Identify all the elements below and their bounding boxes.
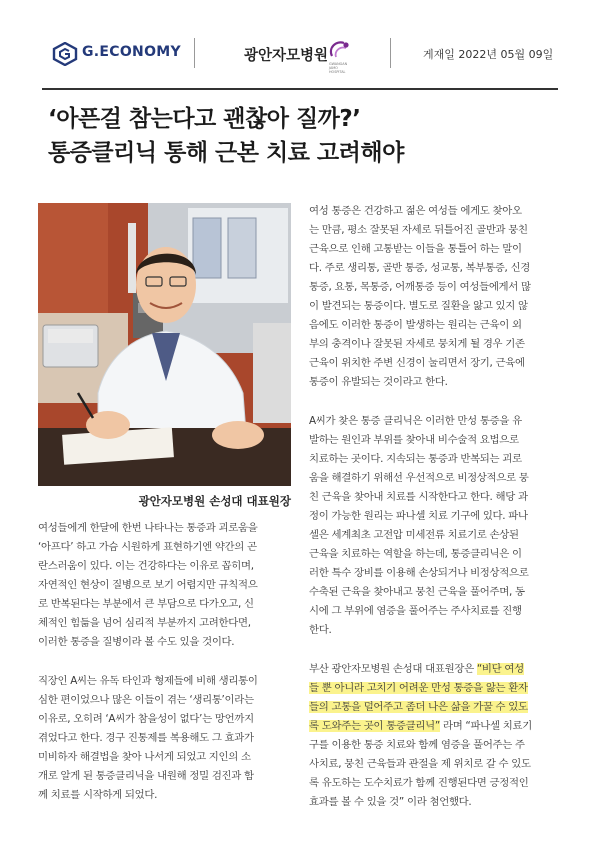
text-line: 직장인 A씨는 유독 타인과 형제들에 비해 생리통이 [38, 675, 258, 687]
text-line [309, 698, 561, 717]
paragraph-gap [38, 652, 291, 672]
highlighted-quote: 록 도와주는 곳이 통증클리닉” [309, 720, 440, 732]
text-line: 근육으로 인해 고통받는 이들을 통틀어 하는 말이 [309, 243, 522, 255]
text-line: 이 발견되는 통증이다. 별도로 질환을 앓고 있지 않 [309, 300, 528, 312]
geconomy-logo-icon [52, 42, 78, 66]
text-line: 통증, 요통, 목통증, 어깨통증 등이 여성들에게서 많 [309, 281, 531, 293]
text-line: 란스러움이 있다. 이는 건강하다는 이유로 꼽히며, [38, 560, 254, 572]
photo-caption: 광안자모병원 손성대 대표원장 [138, 494, 291, 508]
publish-date: 게재일 2022년 05월 09일 [423, 48, 554, 61]
paragraph-gap [309, 640, 561, 660]
text-line: 발하는 원인과 부위를 찾아내 비수술적 요법으로 [309, 434, 519, 446]
paragraph-gap [309, 392, 561, 412]
header-rule [42, 88, 558, 90]
hospital-logo-icon [326, 38, 352, 62]
text-line: 통증이 유발되는 것이라고 한다. [309, 376, 448, 388]
text-line: 자연적인 현상이 질병으로 보기 어렵지만 규칙적으 [38, 579, 258, 591]
publisher-logo-text: G.ECONOMY [82, 44, 181, 60]
doctor-portrait-illustration [38, 203, 291, 486]
text-line: 치료하는 곳이다. 지속되는 통증과 반복되는 괴로 [309, 453, 522, 465]
text-line: 근육을 치료하는 역할을 하는데, 통증클리닉은 이 [309, 548, 522, 560]
text-line: 는 만큼, 평소 잘못된 자세로 뒤틀어진 골반과 뭉친 [309, 224, 528, 236]
hospital-logo-subtext: GWANGAN JAMO HOSPITAL [329, 62, 348, 74]
text-line: 미비하자 해결법을 찾아 나서게 되었고 지인의 소 [38, 751, 251, 763]
text-line: 다. 주로 생리통, 골반 통증, 성교통, 복부통증, 신경 [309, 262, 531, 274]
header-divider [390, 38, 391, 68]
text-line: 께 치료를 시작하게 되었다. [38, 789, 158, 801]
text-line [309, 660, 561, 679]
paragraph [309, 202, 561, 392]
quote-paragraph [309, 660, 561, 812]
text-line: 구를 이용한 통증 치료와 함께 염증을 풀어주는 주 [309, 739, 525, 751]
text-line: 정이 가능한 원리는 파나셀 치료 기구에 있다. 파나 [309, 510, 528, 522]
text-line: 시에 그 부위에 염증을 풀어주는 주사치료를 진행 [309, 605, 522, 617]
text-line: 이유로, 오히려 ‘A씨가 참을성이 없다’는 망언까지 [38, 713, 254, 725]
text-line [309, 679, 561, 698]
text-line: 여성들에게 한달에 한번 나타나는 통증과 괴로움을 [38, 522, 258, 534]
quote-tail: 라며 “파나셀 치료기 [439, 720, 532, 732]
text-line: 이러한 통증을 질병이라 볼 수도 있을 것이다. [38, 636, 235, 648]
text-line: 움을 해결하기 위해선 우선적으로 비정상적으로 뭉 [309, 472, 529, 484]
text-line: ‘아프다’ 하고 가슴 시원하게 표현하기엔 약간의 곤 [38, 541, 257, 553]
headline-line-1: ‘아픈걸 참는다고 괜찮아 질까?’ [48, 106, 361, 132]
text-line [309, 717, 561, 736]
text-line: 음에도 이러한 통증이 발생하는 원리는 근육이 외 [309, 319, 522, 331]
text-line: 친 근육을 찾아내 치료를 시작한다고 한다. 해당 과 [309, 491, 528, 503]
text-line: 여성 통증은 건강하고 젊은 여성들 에게도 찾아오 [309, 205, 522, 217]
text-line: 수축된 근육을 찾아내고 뭉친 근육을 풀어주며, 동 [309, 586, 525, 598]
paragraph [38, 519, 291, 652]
quote-intro: 부산 광안자모병원 손성대 대표원장은 [309, 663, 477, 675]
text-line: 효과를 볼 수 있을 것” 이라 첨언했다. [309, 796, 472, 808]
doctor-photo [38, 203, 291, 486]
text-line: 겪었다고 한다. 경구 진통제를 복용해도 그 효과가 [38, 732, 254, 744]
highlighted-quote: “비단 여성 [476, 663, 524, 675]
text-line: 러한 특수 장비를 이용해 손상되거나 비정상적으로 [309, 567, 529, 579]
text-line: A씨가 찾은 통증 클리닉은 이러한 만성 통증을 유 [309, 415, 522, 427]
article-right-column [309, 202, 561, 812]
text-line: 근육이 위치한 주변 신경이 눌리면서 장기, 근육에 [309, 357, 525, 369]
highlighted-quote: 들의 고통을 덜어주고 좀더 나은 삶을 가꿀 수 있도 [309, 701, 528, 713]
text-line: 사치료, 뭉친 근육들과 관절을 제 위치로 갈 수 있도 [309, 758, 531, 770]
text-line: 로 반복된다는 부분에서 큰 부담으로 다가오고, 신 [38, 598, 254, 610]
text-line: 심한 편이었으나 많은 이들이 겪는 ‘생리통’이라는 [38, 694, 254, 706]
text-line: 부의 충격이나 잘못된 자세로 뭉치게 될 경우 기존 [309, 338, 525, 350]
text-line: 록 유도하는 도수치료가 함께 진행된다면 긍정적인 [309, 777, 529, 789]
header-divider [194, 38, 195, 68]
text-line: 체적인 힘듦을 넘어 심리적 부분까지 고려한다면, [38, 617, 251, 629]
text-line: 한다. [309, 624, 332, 636]
text-line: 셀은 세계최초 고전압 미세전류 치료기로 손상된 [309, 529, 519, 541]
hospital-name: 광안자모병원 [244, 48, 329, 64]
article-left-column [38, 519, 291, 805]
paragraph [309, 412, 561, 640]
text-line: 개로 알게 된 통증클리닉을 내원해 정밀 검진과 함 [38, 770, 254, 782]
masthead [0, 0, 600, 88]
highlighted-quote: 들 뿐 아니라 고치기 어려운 만성 통증을 앓는 환자 [309, 682, 528, 694]
paragraph [38, 672, 291, 805]
headline-line-2: 통증클리닉 통해 근본 치료 고려해야 [48, 140, 404, 166]
